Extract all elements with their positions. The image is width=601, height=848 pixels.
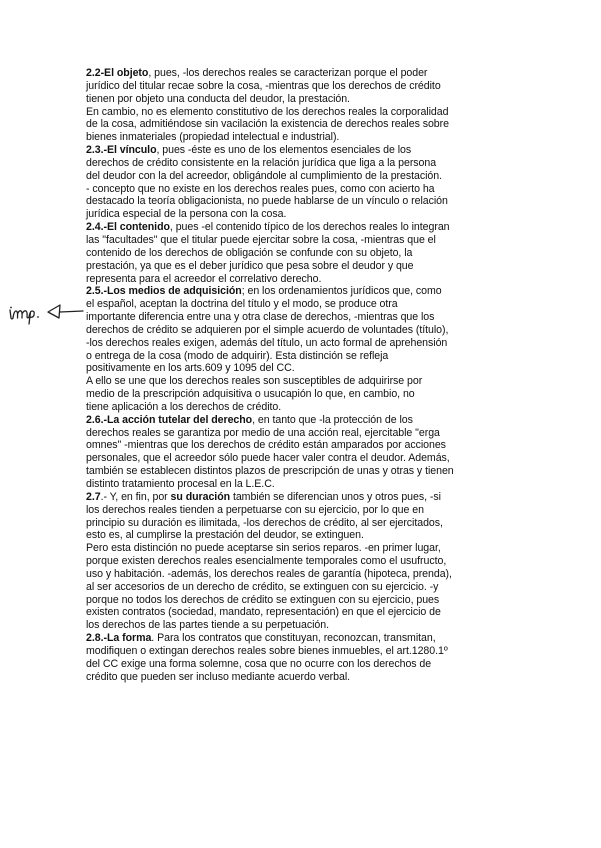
text-line xyxy=(86,478,526,491)
text-run: crédito que pueden ser incluso mediante acuerdo verbal. xyxy=(86,670,351,683)
text-run: o entrega de la cosa (modo de adquirir). Esta distinción se refleja xyxy=(86,349,389,362)
text-run: positivamente en los arts.609 y 1095 del CC. xyxy=(86,362,295,375)
text-run: -los derechos reales exigen, además del título, un acto formal de aprehensión xyxy=(86,336,448,349)
text-run: las "facultades" que el titular puede ejercitar sobre la cosa, -mientras que el xyxy=(86,233,436,246)
text-line xyxy=(86,208,526,221)
text-run: uso y habitación. -además, los derechos reales de garantía (hipoteca, prenda), xyxy=(86,567,452,580)
text-line xyxy=(86,632,526,645)
text-run: omnes" -mientras que los derechos de crédito están amparados por acciones xyxy=(86,439,446,452)
text-line xyxy=(86,606,526,619)
text-line xyxy=(86,298,526,311)
text-line xyxy=(86,311,526,324)
text-run: prestación, ya que es el deber jurídico que pesa sobre el deudor y que xyxy=(86,259,414,272)
text-line xyxy=(86,671,526,684)
text-line xyxy=(86,375,526,388)
section-heading: 2.6.-La acción tutelar del derecho xyxy=(86,413,253,426)
text-line xyxy=(86,285,526,298)
text-run: jurídica especial de la persona con la cosa. xyxy=(86,208,287,221)
text-line xyxy=(86,195,526,208)
text-run: , pues, -los derechos reales se caracterizan porque el poder xyxy=(148,67,428,79)
text-run: los derechos reales tienden a perpetuarse con su ejercicio, por lo que en xyxy=(86,503,424,516)
text-line xyxy=(86,350,526,363)
text-run: .- Y, en fin, por xyxy=(100,490,171,503)
text-line xyxy=(86,465,526,478)
text-line xyxy=(86,555,526,568)
text-line xyxy=(86,106,526,119)
text-line xyxy=(86,427,526,440)
text-run: - concepto que no existe en los derechos reales pues, como con acierto ha xyxy=(86,182,435,195)
text-run: del CC exige una forma solemne, cosa que no ocurre con los derechos de xyxy=(86,657,432,670)
text-line xyxy=(86,504,526,517)
text-run: Pero esta distinción no puede aceptarse sin serios reparos. -en primer lugar, xyxy=(86,542,441,555)
text-run: porque no todos los derechos de crédito se extinguen con su ejercicio, pues xyxy=(86,593,440,606)
text-line xyxy=(86,439,526,452)
text-run: al ser accesorios de un derecho de crédito, se extinguen con su ejercicio. -y xyxy=(86,580,439,593)
text-run: importante diferencia entre una y otra clase de derechos, -mientras que los xyxy=(86,311,435,324)
text-run: tiene aplicación a los derechos de crédito. xyxy=(86,400,282,413)
text-run: , pues -éste es uno de los elementos esenciales de los xyxy=(156,144,412,157)
text-run: . Para los contratos que constituyan, reconozcan, transmitan, xyxy=(151,632,436,645)
text-line xyxy=(86,93,526,106)
document-body xyxy=(86,67,526,684)
text-line xyxy=(86,452,526,465)
text-line xyxy=(86,337,526,350)
text-line xyxy=(86,273,526,286)
text-line xyxy=(86,144,526,157)
text-run: derechos de crédito se adquieren por el simple acuerdo de voluntades (título), xyxy=(86,323,449,336)
text-run: representa para el acreedor el correlativo derecho. xyxy=(86,272,322,285)
text-run: porque existen derechos reales esencialmente temporales como el usufructo, xyxy=(86,555,447,568)
text-run: del deudor con la del acreedor, obligándole al cumplimiento de la prestación. xyxy=(86,169,442,182)
text-line xyxy=(86,157,526,170)
text-line xyxy=(86,517,526,530)
text-run: existen contratos (sociedad, mandato, representación) en que el ejercicio de xyxy=(86,606,441,619)
text-run: , pues -el contenido típico de los derechos reales lo integran xyxy=(169,221,450,234)
text-line xyxy=(86,234,526,247)
text-line xyxy=(86,221,526,234)
text-line xyxy=(86,131,526,144)
text-run: , en tanto que -la protección de los xyxy=(252,413,413,426)
text-line xyxy=(86,67,526,80)
text-line xyxy=(86,542,526,555)
section-heading: 2.5.-Los medios de adquisición xyxy=(86,285,242,298)
text-run: medio de la prescripción adquisitiva o usucapión lo que, en cambio, no xyxy=(86,388,415,401)
text-run: también se establecen distintos plazos de prescripción de unas y otras y tienen xyxy=(86,465,454,478)
text-line xyxy=(86,183,526,196)
section-heading: 2.7 xyxy=(86,490,101,503)
text-run: personales, que el acreedor sólo puede hacer valer contra el deudor. Además, xyxy=(86,452,450,465)
text-line xyxy=(86,568,526,581)
text-run: tienen por objeto una conducta del deudor, la prestación. xyxy=(86,92,350,105)
text-run: derechos de crédito consistente en la relación jurídica que liga a la persona xyxy=(86,156,437,169)
text-run: también se diferencian unos y otros pues, -si xyxy=(230,490,441,503)
text-run: bienes inmateriales (propiedad intelectual e industrial). xyxy=(86,131,340,144)
text-run: A ello se une que los derechos reales son susceptibles de adquirirse por xyxy=(86,375,423,388)
text-line xyxy=(86,247,526,260)
text-run: el español, aceptan la doctrina del título y el modo, se produce otra xyxy=(86,298,398,311)
text-run: modifiquen o extingan derechos reales sobre bienes inmuebles, el art.1280.1º xyxy=(86,644,448,657)
text-run: ; en los ordenamientos jurídicos que, como xyxy=(241,285,442,298)
text-line xyxy=(86,414,526,427)
text-line xyxy=(86,491,526,504)
text-line xyxy=(86,80,526,93)
text-run: los derechos de las partes tiende a su perpetuación. xyxy=(86,619,329,632)
text-run: En cambio, no es elemento constitutivo de los derechos reales la corporalidad xyxy=(86,105,449,118)
section-heading: su duración xyxy=(170,490,231,503)
text-line xyxy=(86,619,526,632)
text-line xyxy=(86,529,526,542)
text-line xyxy=(86,401,526,414)
text-line xyxy=(86,170,526,183)
section-heading: 2.8.-La forma xyxy=(86,632,152,645)
section-heading: 2.4.-El contenido xyxy=(86,221,170,234)
text-line xyxy=(86,658,526,671)
text-run: de la cosa, admitiéndose sin vacilación la existencia de derechos reales sobre xyxy=(86,118,449,131)
text-line xyxy=(86,581,526,594)
text-run: esto es, al cumplirse la prestación del deudor, se extinguen. xyxy=(86,529,364,542)
handwritten-annotation xyxy=(4,298,84,326)
text-line xyxy=(86,388,526,401)
text-line xyxy=(86,362,526,375)
text-line xyxy=(86,118,526,131)
text-run: derechos reales se garantiza por medio de una acción real, ejercitable "erga xyxy=(86,426,440,439)
text-line xyxy=(86,594,526,607)
text-line xyxy=(86,324,526,337)
text-run: jurídico del titular recae sobre la cosa, -mientras que los derechos de crédito xyxy=(86,79,441,92)
text-run: principio su duración es ilimitada, -los derechos de crédito, al ser ejercitados, xyxy=(86,516,443,529)
section-heading: 2.3.-El vínculo xyxy=(86,144,157,157)
section-heading: 2.2-El objeto xyxy=(86,67,149,79)
text-run: contenido de los derechos de obligación se confunde con su objeto, la xyxy=(86,246,413,259)
text-line xyxy=(86,260,526,273)
text-run: distinto tratamiento procesal en la L.E.C. xyxy=(86,478,275,490)
text-line xyxy=(86,645,526,658)
text-run: destacado la teoría obligacionista, no puede hablarse de un vínculo o relación xyxy=(86,195,448,208)
